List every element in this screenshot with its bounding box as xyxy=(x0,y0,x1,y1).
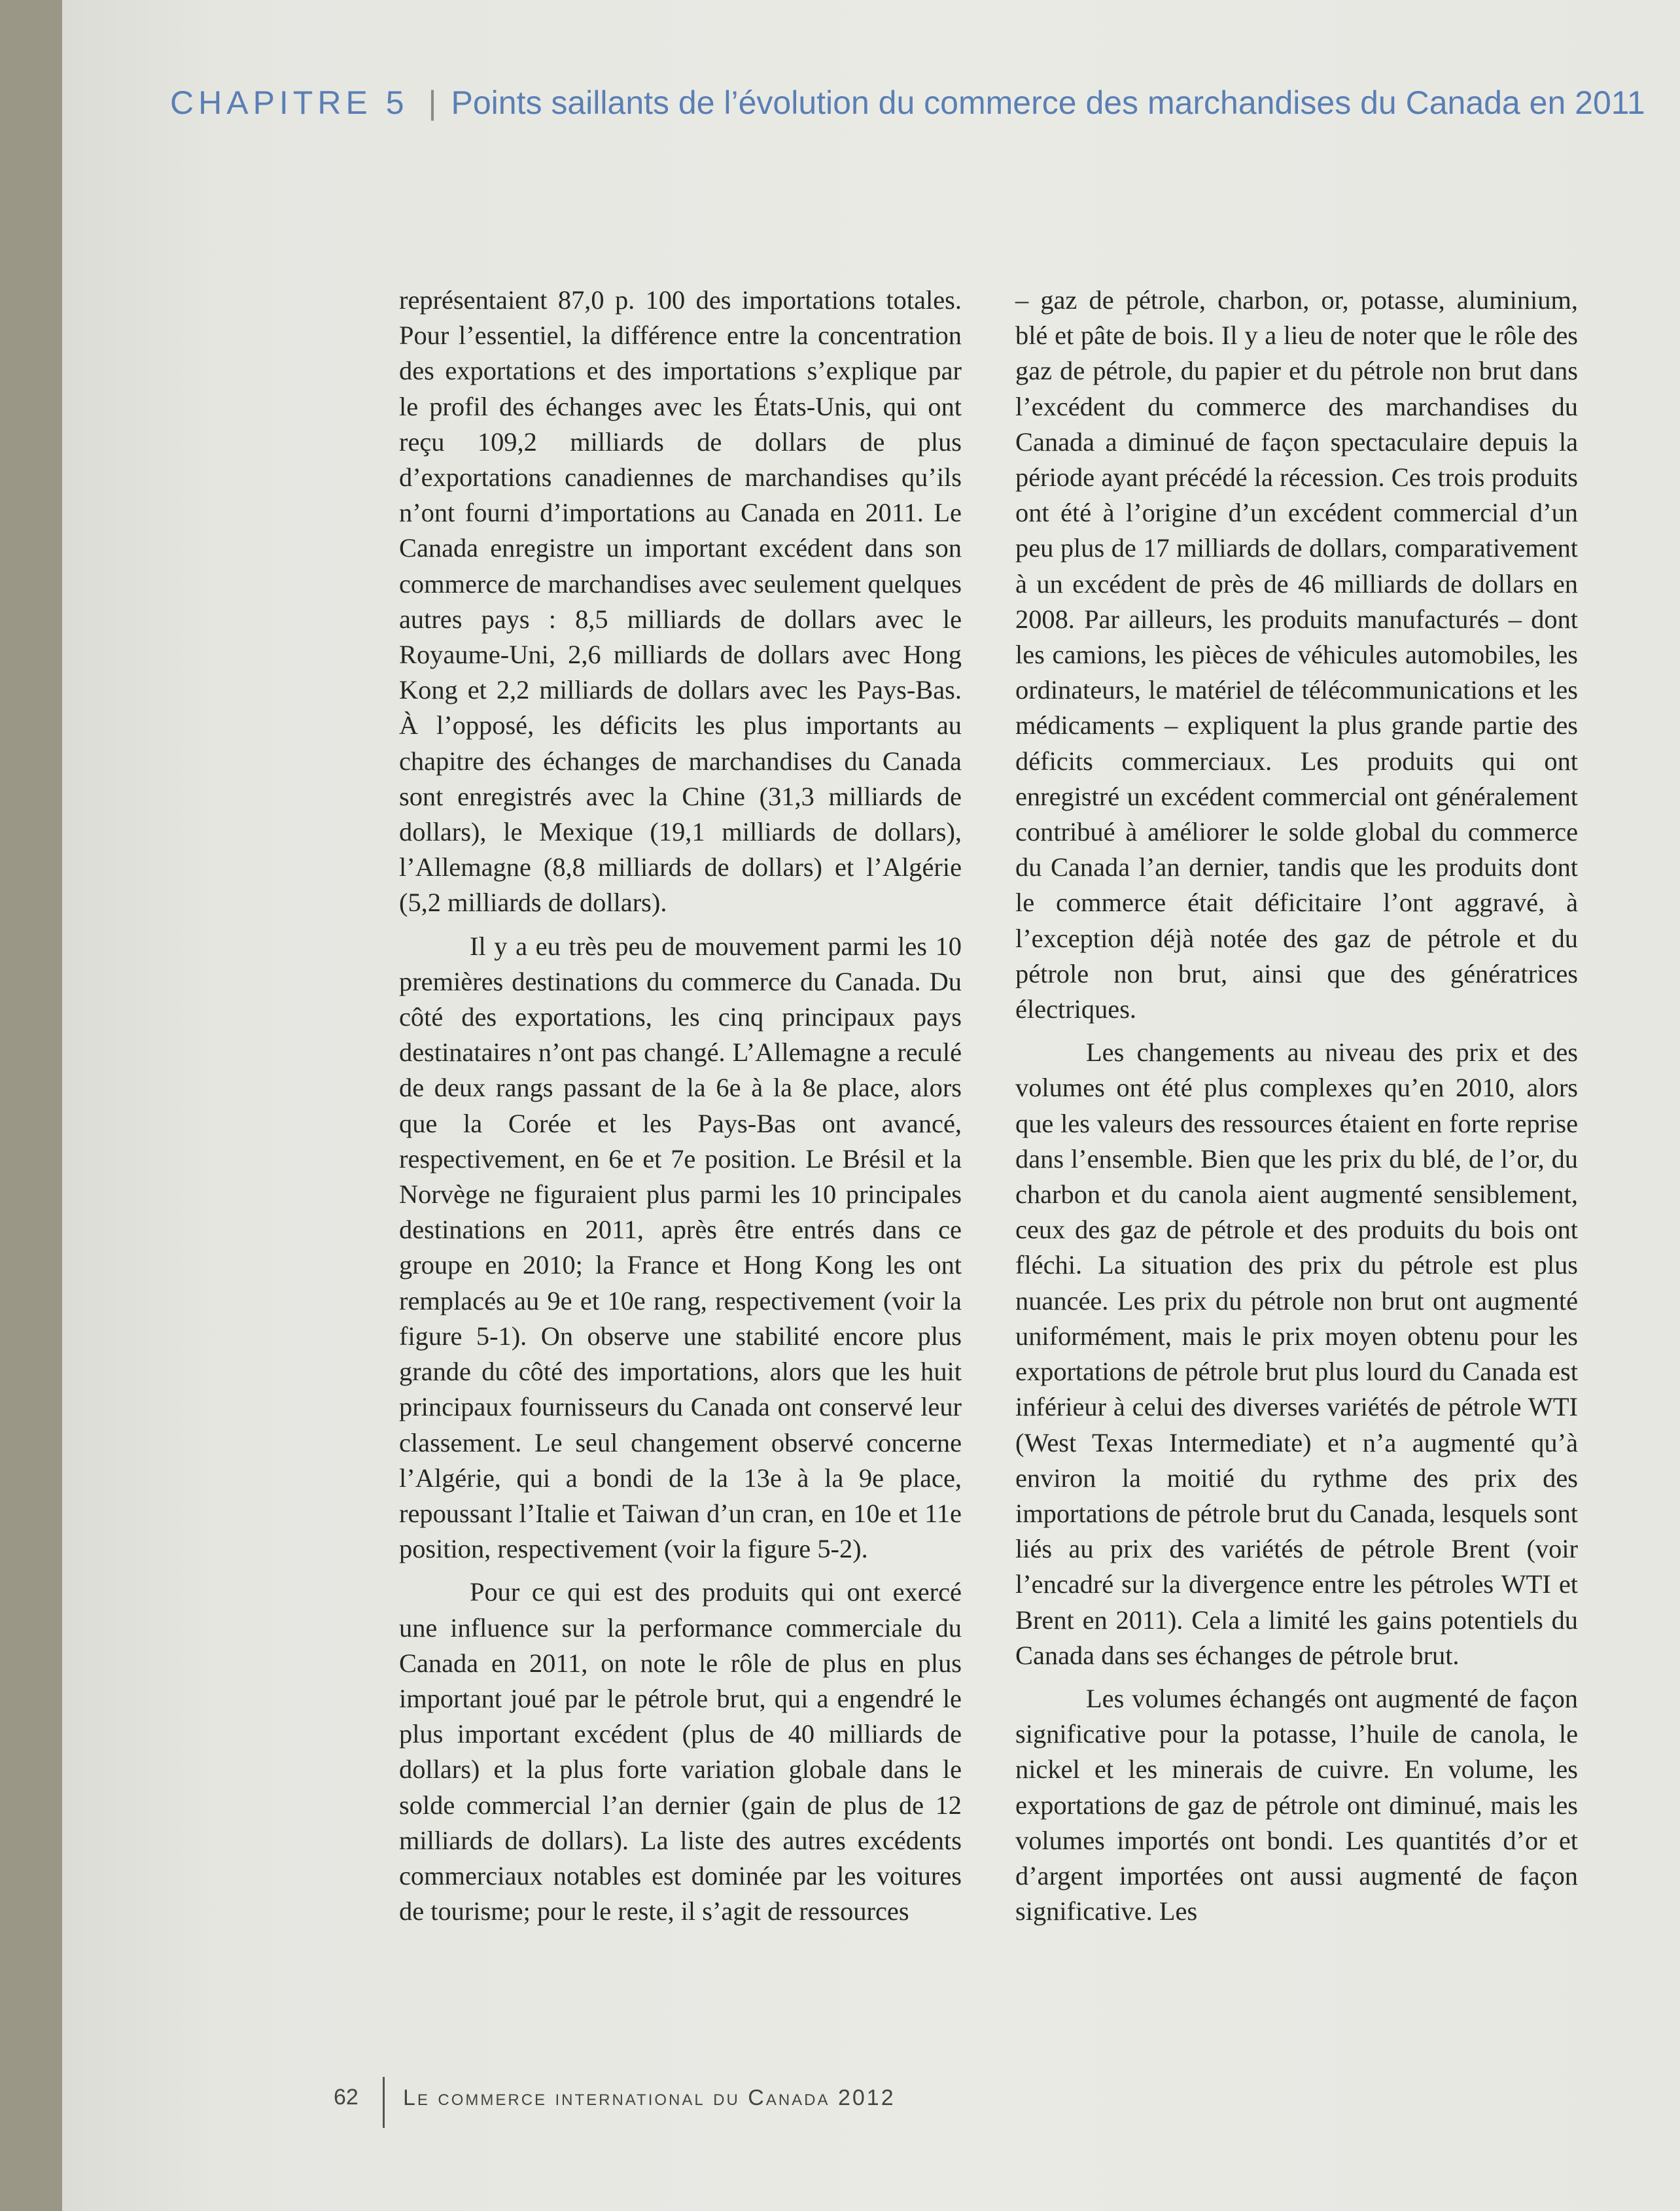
running-header xyxy=(170,84,1645,122)
paragraph: – gaz de pétrole, charbon, or, potasse, aluminium, blé et pâte de bois. Il y a lieu de noter que le rôle des gaz de pétrole, du papier et du pétrole non brut dans l’excédent du commerce des marchandises du Canada a diminué de façon spectaculaire depuis la période ayant précédé la récession. Ces trois produits ont été à l’origine d’un excédent commercial d’un peu plus de 17 milliards de dollars, comparativement à un excédent de près de 46 milliards de dollars en 2008. Par ailleurs, les produits manufacturés – dont les camions, les pièces de véhicules automobiles, les ordinateurs, le matériel de télécommunications et les médicaments – expliquent la plus grande partie des déficits commerciaux. Les produits qui ont enregistré un excédent commercial ont généralement contribué à améliorer le solde global du commerce du Canada l’an dernier, tandis que les produits dont le commerce était déficitaire l’ont aggravé, à l’exception déjà notée des gaz de pétrole et du pétrole non brut, ainsi que des génératrices électriques. xyxy=(1015,285,1578,1024)
text-column-left xyxy=(399,283,962,1929)
paragraph: représentaient 87,0 p. 100 des importations totales. Pour l’essentiel, la différence entre la concentration des exportations et des importations s’explique par le profil des échanges avec les États-Unis, qui ont reçu 109,2 milliards de dollars de plus d’exportations canadiennes de marchandises qu’ils n’ont fourni d’importations au Canada en 2011. Le Canada enregistre un important excédent dans son commerce de marchandises avec seulement quelques autres pays : 8,5 milliards de dollars avec le Royaume-Uni, 2,6 milliards de dollars avec Hong Kong et 2,2 milliards de dollars avec les Pays-Bas. À l’opposé, les déficits les plus importants au chapitre des échanges de marchandises du Canada sont enregistrés avec la Chine (31,3 milliards de dollars), le Mexique (19,1 milliards de dollars), l’Allemagne (8,8 milliards de dollars) et l’Algérie (5,2 milliards de dollars). xyxy=(399,285,962,918)
chapter-label: CHAPITRE 5 xyxy=(170,84,409,121)
paragraph: Les changements au niveau des prix et des volumes ont été plus complexes qu’en 2010, alors que les valeurs des ressources étaient en forte reprise dans l’ensemble. Bien que les prix du blé, de l’or, du charbon et du canola aient augmenté sensiblement, ceux des gaz de pétrole et des produits du bois ont fléchi. La situation des prix du pétrole est plus nuancée. Les prix du pétrole non brut ont augmenté uniformément, mais le prix moyen obtenu pour les exportations de pétrole brut plus lourd du Canada est inférieur à celui des diverses variétés de pétrole WTI (West Texas Intermediate) et n’a augmenté qu’à environ la moitié du rythme des prix des importations de pétrole brut du Canada, lesquels sont liés au prix des variétés de pétrole Brent (voir l’encadré sur la divergence entre les pétroles WTI et Brent en 2011). Cela a limité les gains potentiels du Canada dans ses échanges de pétrole brut. xyxy=(1015,1037,1578,1670)
paragraph: Les volumes échangés ont augmenté de façon significative pour la potasse, l’huile de canola, le nickel et les minerais de cuivre. En volume, les exportations de gaz de pétrole ont diminué, mais les volumes importés ont bondi. Les quantités d’or et d’argent importées ont aussi augmenté de façon significative. Les xyxy=(1015,1683,1578,1926)
header-separator: | xyxy=(428,84,437,121)
paragraph: Il y a eu très peu de mouvement parmi les 10 premières destinations du commerce du Canada. Du côté des exportations, les cinq principaux pays destinataires n’ont pas changé. L’Allemagne a reculé de deux rangs passant de la 6e à la 8e place, alors que la Corée et les Pays-Bas ont avancé, respectivement, en 6e et 7e position. Le Brésil et la Norvège ne figuraient plus parmi les 10 principales destinations en 2011, après être entrés dans ce groupe en 2010; la France et Hong Kong les ont remplacés au 9e et 10e rang, respectivement (voir la figure 5-1). On observe une stabilité encore plus grande du côté des importations, alors que les huit principaux fournisseurs du Canada ont conservé leur classement. Le seul changement observé concerne l’Algérie, qui a bondi de la 13e à la 9e place, repoussant l’Italie et Taiwan d’un cran, en 10e et 11e position, respectivement (voir la figure 5-2). xyxy=(399,931,962,1564)
paragraph: Pour ce qui est des produits qui ont exercé une influence sur la performance commerciale du Canada en 2011, on note le rôle de plus en plus important joué par le pétrole brut, qui a engendré le plus important excédent (plus de 40 milliards de dollars) et la plus forte variation globale dans le solde commercial l’an dernier (gain de plus de 12 milliards de dollars). La liste des autres excédents commerciaux notables est dominée par les voitures de tourisme; pour le reste, il s’agit de ressources xyxy=(399,1577,962,1926)
text-column-right xyxy=(1015,283,1578,1929)
footer-divider xyxy=(383,2077,385,2128)
document-page xyxy=(62,0,1680,2211)
publication-title: Le commerce international du Canada 2012 xyxy=(403,2085,896,2110)
chapter-title: Points saillants de l’évolution du commerce des marchandises du Canada en 2011 xyxy=(451,84,1645,121)
page-number: 62 xyxy=(334,2085,359,2110)
page-footer xyxy=(62,2083,1680,2136)
